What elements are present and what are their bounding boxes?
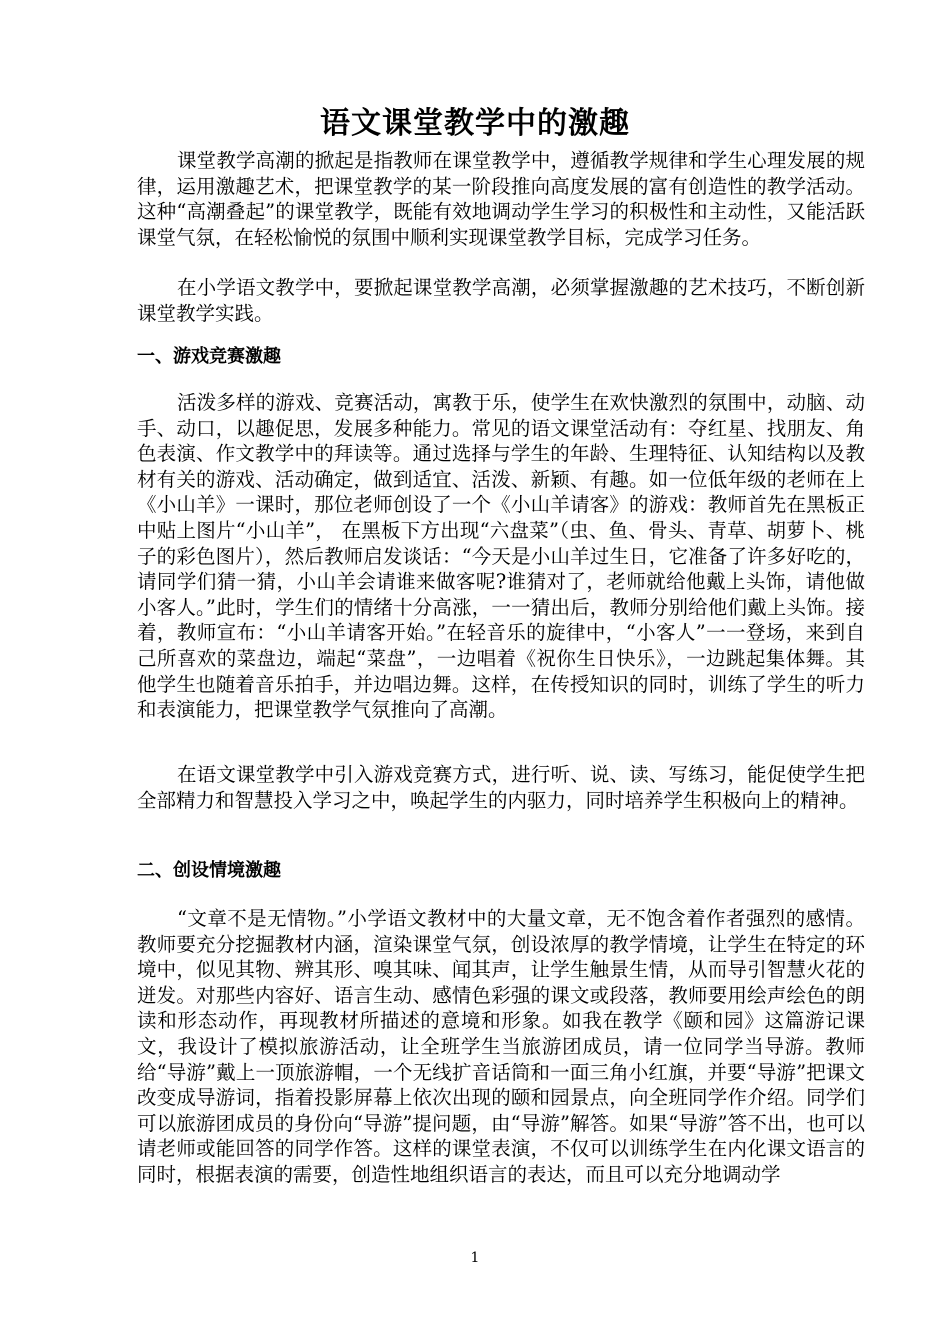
page-number: 1 <box>470 1250 480 1266</box>
section-1-paragraph-2: 在语文课堂教学中引入游戏竞赛方式，进行听、说、读、写练习，能促使学生把全部精力和智慧投入学习之中，唤起学生的内驱力，同时培养学生积极向上的精神。 <box>137 763 865 812</box>
section-1-paragraph-1: 活泼多样的游戏、竞赛活动，寓教于乐，使学生在欢快激烈的氛围中，动脑、动手、动口，以趣促思，发展多种能力。常见的语文课堂活动有：夺红星、找朋友、角色表演、作文教学中的拜读等。通过选择与学生的年龄、生理特征、认知结构以及教材有关的游戏、活动确定，做到适宜、活泼、新颖、有趣。如一位低年级的老师在上《小山羊》一课时，那位老师创设了一个《小山羊请客》的游戏：教师首先在黑板正中贴上图片“小山羊”， 在黑板下方出现“六盘菜”（虫、鱼、骨头、青草、胡萝卜、桃子的彩色图片），然后教师启发谈话：“今天是小山羊过生日，它准备了许多好吃的，请同学们猜一猜，小山羊会请谁来做客呢?谁猜对了，老师就给他戴上头饰，请他做小客人。”此时，学生们的情绪十分高涨，一一猜出后，教师分别给他们戴上头饰。接着，教师宣布：“小山羊请客开始。”在轻音乐的旋律中，“小客人”一一登场，来到自己所喜欢的菜盘边，端起“菜盘”，一边唱着《祝你生日快乐》，一边跳起集体舞。其他学生也随着音乐拍手，并边唱边舞。这样，在传授知识的同时，训练了学生的听力和表演能力，把课堂教学气氛推向了高潮。 <box>137 391 865 722</box>
document-title: 语文课堂教学中的激趣 <box>320 106 630 141</box>
section-heading-1: 一、游戏竞赛激趣 <box>137 346 281 367</box>
intro-paragraph-2: 在小学语文教学中，要掀起课堂教学高潮，必须掌握激趣的艺术技巧，不断创新课堂教学实践。 <box>137 276 865 325</box>
section-2-paragraph-1: “文章不是无情物。”小学语文教材中的大量文章，无不饱含着作者强烈的感情。教师要充分挖掘教材内涵，渲染课堂气氛，创设浓厚的教学情境，让学生在特定的环境中，似见其物、辨其形、嗅其味、闻其声，让学生触景生情，从而导引智慧火花的迸发。对那些内容好、语言生动、感情色彩强的课文或段落，教师要用绘声绘色的朗读和形态动作，再现教材所描述的意境和形象。如我在教学《颐和园》这篇游记课文，我设计了模拟旅游活动，让全班学生当旅游团成员，请一位同学当导游。教师给“导游”戴上一顶旅游帽，一个无线扩音话筒和一面三角小红旗，并要“导游”把课文改变成导游词，指着投影屏幕上依次出现的颐和园景点，向全班同学作介绍。同学们可以旅游团成员的身份向“导游”提问题，由“导游”解答。如果“导游”答不出，也可以请老师或能回答的同学作答。这样的课堂表演，不仅可以训练学生在内化课文语言的同时，根据表演的需要，创造性地组织语言的表达，而且可以充分地调动学 <box>137 907 865 1186</box>
intro-paragraph-1: 课堂教学高潮的掀起是指教师在课堂教学中，遵循教学规律和学生心理发展的规律，运用激趣艺术，把课堂教学的某一阶段推向高度发展的富有创造性的教学活动。这种“高潮叠起”的课堂教学，既能有效地调动学生学习的积极性和主动性，又能活跃课堂气氛，在轻松愉悦的氛围中顺利实现课堂教学目标，完成学习任务。 <box>137 149 865 249</box>
section-heading-2: 二、创设情境激趣 <box>137 860 281 881</box>
